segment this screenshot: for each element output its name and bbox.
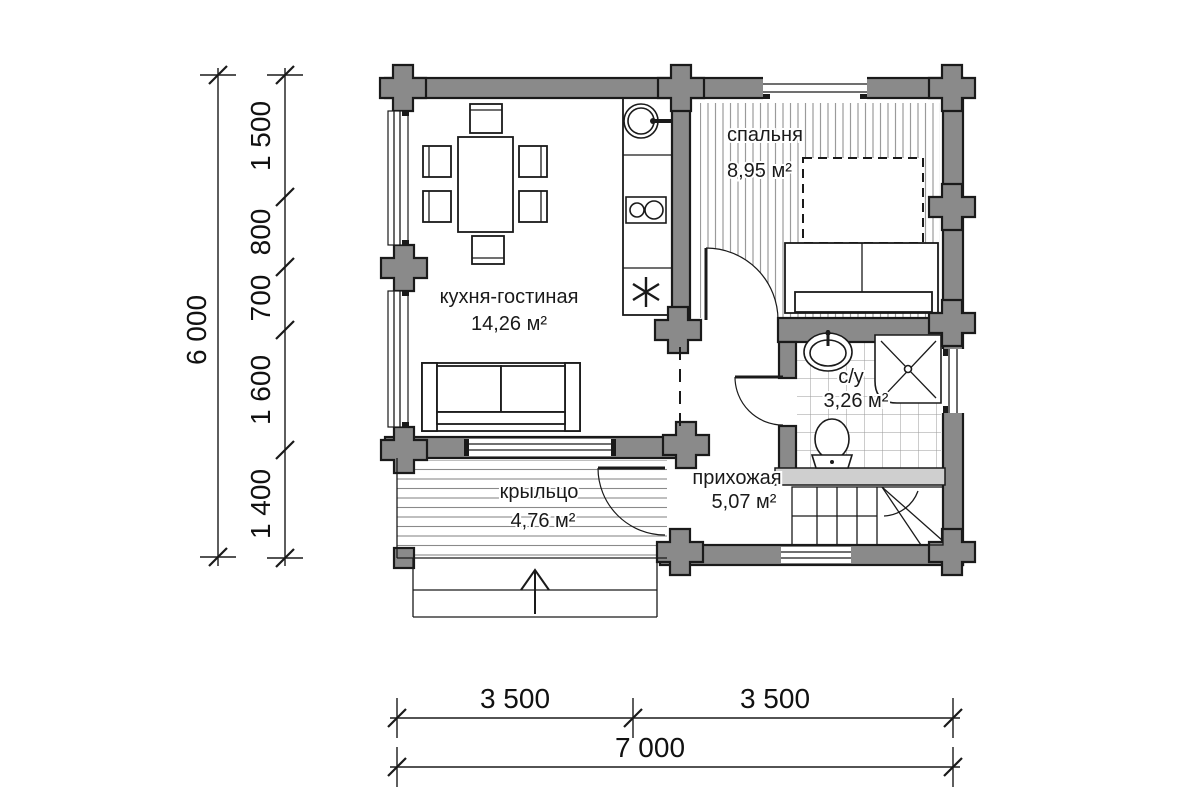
wall-bathroom-west-lower	[779, 426, 796, 470]
room-area-bathroom: 3,26 м²	[823, 390, 889, 412]
dim-left-segment-4: 1 600	[245, 354, 276, 426]
porch-deck-boards	[397, 460, 667, 558]
room-area-hallway: 5,07 м²	[711, 491, 777, 513]
chair	[423, 146, 451, 177]
dim-left-segment-2: 800	[245, 208, 276, 256]
room-label-kitchen-living: кухня-гостиная	[439, 286, 579, 308]
window-under-stairs-south	[781, 547, 851, 563]
toilet-icon	[812, 419, 852, 468]
room-area-porch: 4,76 м²	[510, 510, 576, 532]
room-label-bathroom: с/у	[838, 366, 864, 388]
room-label-porch: крыльцо	[499, 481, 579, 503]
chair	[519, 191, 547, 222]
dim-left-segment-3: 700	[245, 274, 276, 322]
room-area-bedroom: 8,95 м²	[727, 160, 792, 182]
bed-footboard	[795, 292, 932, 312]
dim-bottom-total: 7 000	[614, 732, 686, 763]
wall-kitchen-bedroom	[672, 98, 690, 320]
partition-bathroom-south	[775, 468, 945, 485]
dim-bottom-segment-2: 3 500	[739, 683, 811, 714]
bed-blanket-outline	[803, 158, 923, 243]
window-west-2	[388, 291, 409, 427]
dim-left-segment-5: 1 400	[245, 468, 276, 540]
window-west-1	[388, 111, 409, 245]
room-label-bedroom: спальня	[727, 124, 803, 146]
chair	[423, 191, 451, 222]
dining-table	[458, 137, 513, 232]
chair	[470, 104, 502, 133]
window-bathroom-east	[941, 349, 965, 413]
dim-left-total: 6 000	[181, 294, 212, 366]
room-label-hallway: прихожая	[692, 467, 782, 489]
dim-left-segment-1: 1 500	[245, 100, 276, 172]
window-bedroom-north	[763, 76, 867, 100]
room-area-kitchen-living: 14,26 м²	[470, 313, 548, 335]
chair	[472, 236, 504, 264]
sofa	[422, 363, 580, 431]
kitchen-counter	[623, 98, 672, 315]
window-living-south	[464, 439, 616, 456]
wall-bathroom-west-upper	[779, 342, 796, 378]
chair	[519, 146, 547, 177]
bed	[785, 158, 938, 313]
dim-bottom-segment-1: 3 500	[479, 683, 551, 714]
